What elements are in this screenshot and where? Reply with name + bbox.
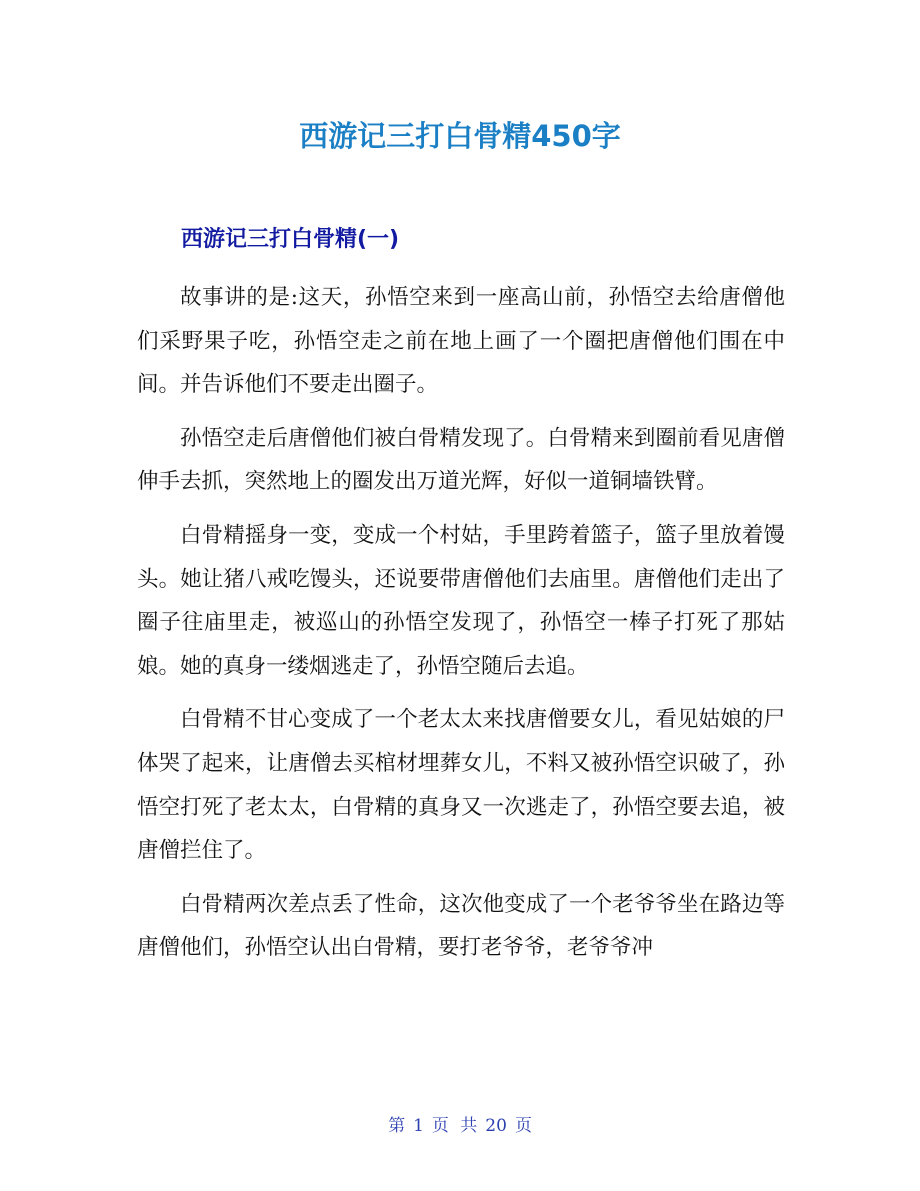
paragraph-4: 白骨精不甘心变成了一个老太太来找唐僧要女儿，看见姑娘的尸体哭了起来，让唐僧去买棺材埋葬女儿，不料又被孙悟空识破了，孙悟空打死了老太太，白骨精的真身又一次逃走了，孙悟空要去追，被唐僧拦住了。: [137, 707, 785, 864]
document-title: 西游记三打白骨精450字: [299, 119, 621, 153]
paragraph-1: 故事讲的是:这天，孙悟空来到一座高山前，孙悟空去给唐僧他们采野果子吃，孙悟空走之前在地上画了一个圈把唐僧他们围在中间。并告诉他们不要走出圈子。: [137, 285, 785, 398]
footer-prefix: 第: [388, 1116, 406, 1136]
footer-current-page: 1: [413, 1116, 424, 1136]
footer-middle: 页 共: [431, 1116, 478, 1136]
footer-total-pages: 20: [485, 1116, 507, 1136]
paragraph-5: 白骨精两次差点丢了性命，这次他变成了一个老爷爷坐在路边等唐僧他们，孙悟空认出白骨精，要打老爷爷，老爷爷冲: [137, 891, 785, 961]
section-heading: 西游记三打白骨精(一): [181, 227, 400, 252]
document-body: [137, 276, 785, 980]
footer-suffix: 页: [514, 1116, 532, 1136]
page-footer: [0, 1114, 920, 1138]
paragraph-3: 白骨精摇身一变，变成一个村姑，手里跨着篮子，篮子里放着馒头。她让猪八戒吃馒头，还说要带唐僧他们去庙里。唐僧他们走出了圈子往庙里走，被巡山的孙悟空发现了，孙悟空一棒子打死了那姑娘。她的真身一缕烟逃走了，孙悟空随后去追。: [137, 522, 785, 679]
paragraph-2: 孙悟空走后唐僧他们被白骨精发现了。白骨精来到圈前看见唐僧伸手去抓，突然地上的圈发出万道光辉，好似一道铜墙铁臂。: [137, 425, 785, 495]
